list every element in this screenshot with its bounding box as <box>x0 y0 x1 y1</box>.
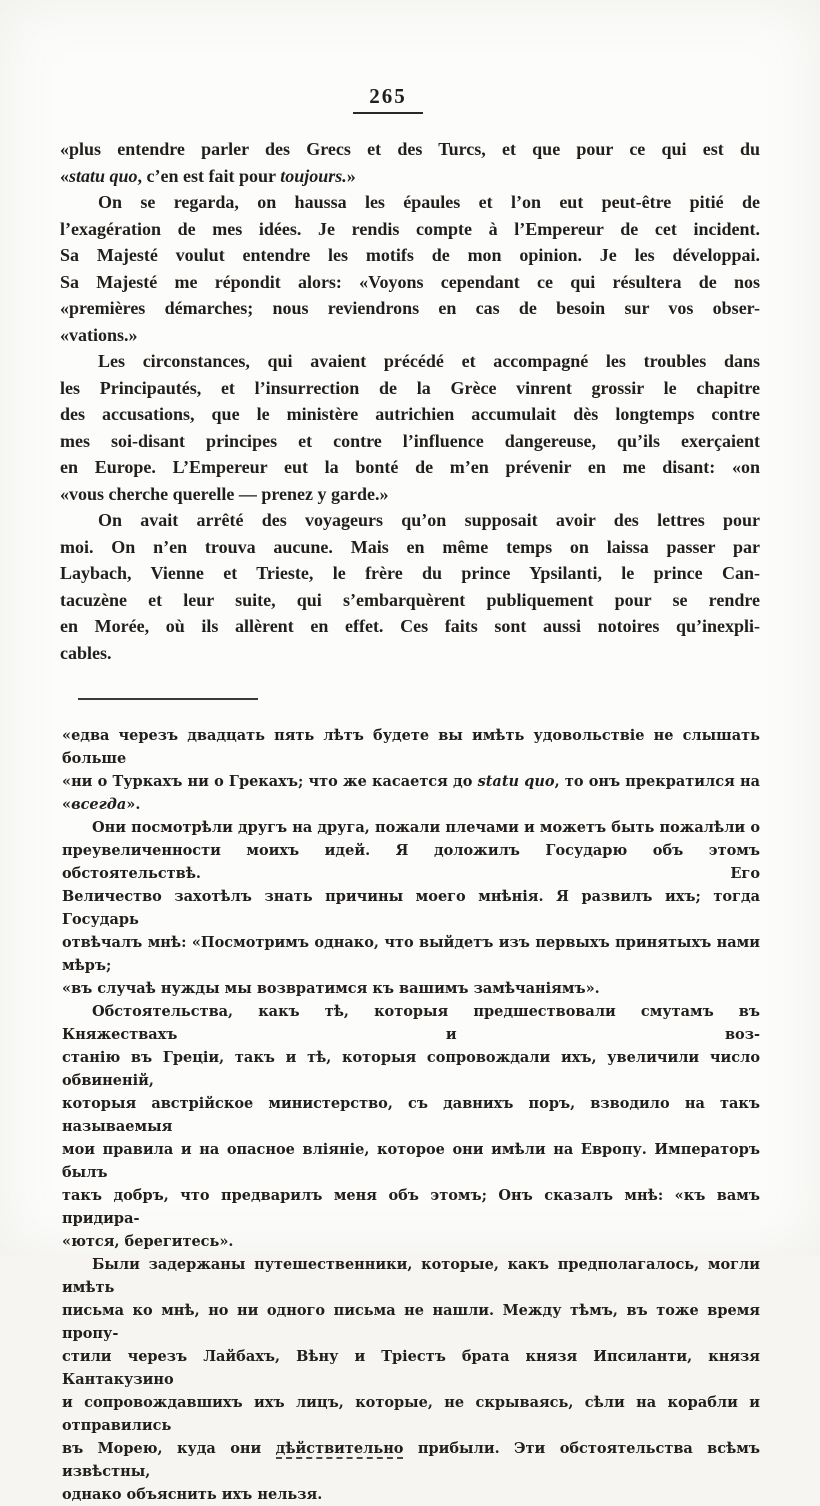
text-line: «statu quo, c’en est fait pour toujours.» <box>60 165 356 186</box>
text-line: «ни о Туркахъ ни о Грекахъ; что же касается до statu quo, то онъ прекратился на <box>62 773 760 790</box>
text-line: Les circonstances, qui avaient précédé et accompagné les troubles dans <box>98 351 760 371</box>
page-number: 265 <box>353 84 423 114</box>
text-line: «едва черезъ двадцать пять лѣтъ будете вы имѣть удовольствіе не слышать больше <box>62 727 760 767</box>
text-line: станію въ Греціи, такъ и тѣ, которыя сопровождали ихъ, увеличили число обвиненій, <box>62 1049 760 1089</box>
text-line: tacuzène et leur suite, qui s’embarquèrent publiquement pour se rendre <box>60 589 760 610</box>
paragraph <box>62 816 760 1000</box>
text-line: «vations.» <box>60 324 138 345</box>
text-line: однако объяснить ихъ нельзя. <box>62 1486 323 1503</box>
text-line: стили черезъ Лайбахъ, Вѣну и Тріестъ брата князя Ипсиланти, князя Кантакузино <box>62 1348 760 1388</box>
text-line: «vous cherche querelle — prenez y garde.» <box>60 483 389 504</box>
text-line: Они посмотрѣли другъ на друга, пожали плечами и можетъ быть пожалѣли о <box>92 819 760 836</box>
text-line: Laybach, Vienne et Trieste, le frère du prince Ypsilanti, le prince Can- <box>60 563 760 583</box>
paragraph <box>62 1000 760 1253</box>
paragraph <box>62 1253 760 1506</box>
main-text-french <box>60 136 760 666</box>
text-line: des accusations, que le ministère autrichien accumulait dès longtemps contre <box>60 404 760 424</box>
paragraph <box>60 189 760 348</box>
text-line: les Principautés, et l’insurrection de la Grèce vinrent grossir le chapitre <box>60 377 760 398</box>
text-line: въ Морею, куда они дѣйствительно прибыли. Эти обстоятельства всѣмъ извѣстны, <box>62 1440 761 1480</box>
text-line: Были задержаны путешественники, которые, какъ предполагалось, могли имѣть <box>62 1256 760 1296</box>
text-line: отвѣчалъ мнѣ: «Посмотримъ однако, что выйдетъ изъ первыхъ принятыхъ нами мѣръ; <box>62 934 760 974</box>
paragraph <box>60 136 760 189</box>
text-line: и сопровождавшихъ ихъ лицъ, которые, не скрываясь, сѣли на корабли и отправились <box>62 1394 760 1434</box>
paragraph <box>60 507 760 666</box>
text-line: Величество захотѣлъ знать причины моего мнѣнія. Я развилъ ихъ; тогда Государь <box>62 888 760 928</box>
page-header <box>0 0 798 114</box>
text-line: l’exagération de mes idées. Je rendis compte à l’Empereur de cet incident. <box>60 218 760 239</box>
text-line: Обстоятельства, какъ тѣ, которыя предшествовали смутамъ въ Княжествахъ и воз- <box>62 1003 760 1043</box>
text-line: преувеличенности моихъ идей. Я доложилъ Государю объ этомъ обстоятельствѣ. Его <box>62 842 760 882</box>
paragraph <box>62 724 760 816</box>
footnote-russian <box>62 724 760 1506</box>
text-line: Sa Majesté me répondit alors: «Voyons cependant ce qui résultera de nos <box>60 271 760 292</box>
footnote-divider <box>78 698 258 700</box>
text-line: cables. <box>60 642 112 663</box>
text-line: On se regarda, on haussa les épaules et l’on eut peut-être pitié de <box>98 192 760 212</box>
text-line: en Morée, où ils allèrent en effet. Ces faits sont aussi notoires qu’inexpli- <box>60 616 760 636</box>
text-line: mes soi-disant principes et contre l’influence dangereuse, qu’ils exerçaient <box>60 430 760 451</box>
text-line: moi. On n’en trouva aucune. Mais en même temps on laissa passer par <box>60 536 760 557</box>
paragraph <box>60 348 760 507</box>
text-line: «plus entendre parler des Grecs et des Turcs, et que pour ce qui est du <box>60 139 760 159</box>
text-line: мои правила и на опасное вліяніе, которое они имѣли на Европу. Императоръ былъ <box>62 1141 760 1181</box>
text-line: On avait arrêté des voyageurs qu’on supposait avoir des lettres pour <box>98 510 760 530</box>
text-line: «всегда». <box>62 796 141 813</box>
text-line: «ются, берегитесь». <box>62 1233 234 1250</box>
text-line: письма ко мнѣ, но ни одного письма не нашли. Между тѣмъ, въ тоже время пропу- <box>62 1302 760 1342</box>
text-line: Sa Majesté voulut entendre les motifs de mon opinion. Je les développai. <box>60 245 760 265</box>
text-line: которыя австрійское министерство, съ давнихъ поръ, взводило на такъ называемыя <box>62 1095 760 1135</box>
text-line: «въ случаѣ нужды мы возвратимся къ вашимъ замѣчаніямъ». <box>62 980 600 997</box>
text-line: такъ добръ, что предварилъ меня объ этомъ; Онъ сказалъ мнѣ: «къ вамъ придира- <box>62 1187 760 1227</box>
text-line: en Europe. L’Empereur eut la bonté de m’en prévenir en me disant: «on <box>60 457 760 477</box>
text-line: «premières démarches; nous reviendrons en cas de besoin sur vos obser- <box>60 298 760 318</box>
